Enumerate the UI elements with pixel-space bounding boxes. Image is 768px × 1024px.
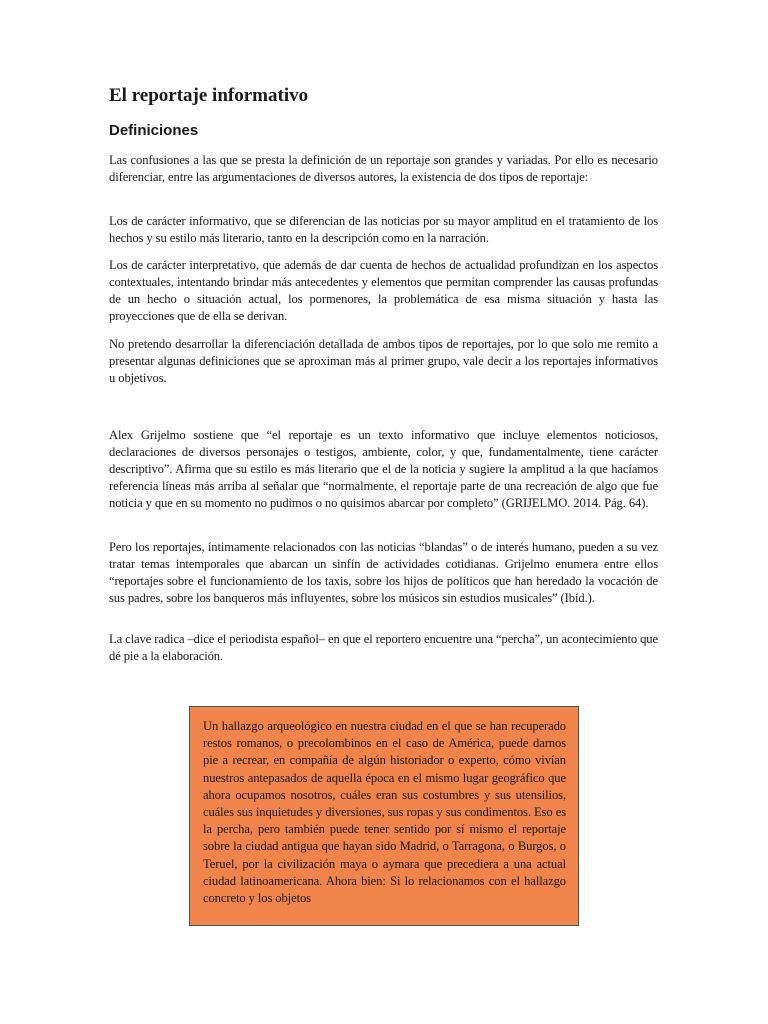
quote-callout-box: [189, 706, 579, 926]
paragraph-3: Los de carácter interpretativo, que además de dar cuenta de hechos de actualidad profundizan en los aspectos contextuales, intentando brindar más antecedentes y elementos que permitan comprender las causas profundas de un hecho o situación actual, los pormenores, la problemática de esa misma situación y hasta las proyecciones que de ella se derivan.: [109, 258, 658, 323]
callout-text: Un hallazgo arqueológico en nuestra ciudad en el que se han recuperado restos romanos, o precolombinos en el caso de América, puede darnos pie a recrear, en compañía de algún historiador o experto, cómo vivían nuestros antepasados de aquella época en el mismo lugar geográfico que ahora ocupamos nosotros, cuáles eran sus costumbres y sus utensilios, cuáles sus inquietudes y diversiones, sus ropas y sus condimentos. Eso es la percha, pero también puede tener sentido por sí mismo el reportaje sobre la ciudad antigua que hayan sido Madrid, o Tarragona, o Burgos, o Teruel, por la civilización maya o aymara que precediera a una actual ciudad latinoamericana. Ahora bien: Si lo relacionamos con el hallazgo concreto y los objetos: [203, 719, 566, 906]
paragraph-7: La clave radica –dice el periodista español– en que el reportero encuentre una “percha”, un acontecimiento que dé pie a la elaboración.: [109, 632, 658, 663]
document-title: El reportaje informativo: [109, 85, 309, 106]
section-heading: Definiciones: [109, 122, 199, 139]
paragraph-6: Pero los reportajes, íntimamente relacionados con las noticias “blandas” o de interés humano, pueden a su vez tratar temas intemporales que abarcan un sinfín de actividades cotidianas. Grijelmo enumera entre ellos “reportajes sobre el funcionamiento de los taxis, sobre los hijos de políticos que han heredado la vocación de sus padres, sobre los banqueros más influyentes, sobre los músicos sin estudios musicales” (Ibíd.).: [109, 540, 658, 605]
document-page: [109, 84, 658, 663]
paragraph-1: Las confusiones a las que se presta la definición de un reportaje son grandes y variadas. Por ello es necesario diferenciar, entre las argumentaciones de diversos autores, la existencia de dos tipos de reportaje:: [109, 153, 658, 184]
paragraph-4: No pretendo desarrollar la diferenciación detallada de ambos tipos de reportajes, por lo que solo me remito a presentar algunas definiciones que se aproximan más al primer grupo, vale decir a los reportajes informativos u objetivos.: [109, 337, 658, 385]
paragraph-2: Los de carácter informativo, que se diferencian de las noticias por su mayor amplitud en el tratamiento de los hechos y su estilo más literario, tanto en la descripción como en la narración.: [109, 214, 658, 245]
paragraph-5: Alex Grijelmo sostiene que “el reportaje es un texto informativo que incluye elementos noticiosos, declaraciones de diversos personajes o testigos, ambiente, color, y que, fundamentalmente, tiene carácter descriptivo”. Afirma que su estilo es más literario que el de la noticia y sugiere la amplitud a la que hacíamos referencia líneas más arriba al señalar que “normalmente, el reportaje parte de una recreación de algo que fue noticia y que en su momento no pudimos o no quisimos abarcar por completo” (GRIJELMO. 2014. Pág. 64).: [109, 428, 658, 510]
